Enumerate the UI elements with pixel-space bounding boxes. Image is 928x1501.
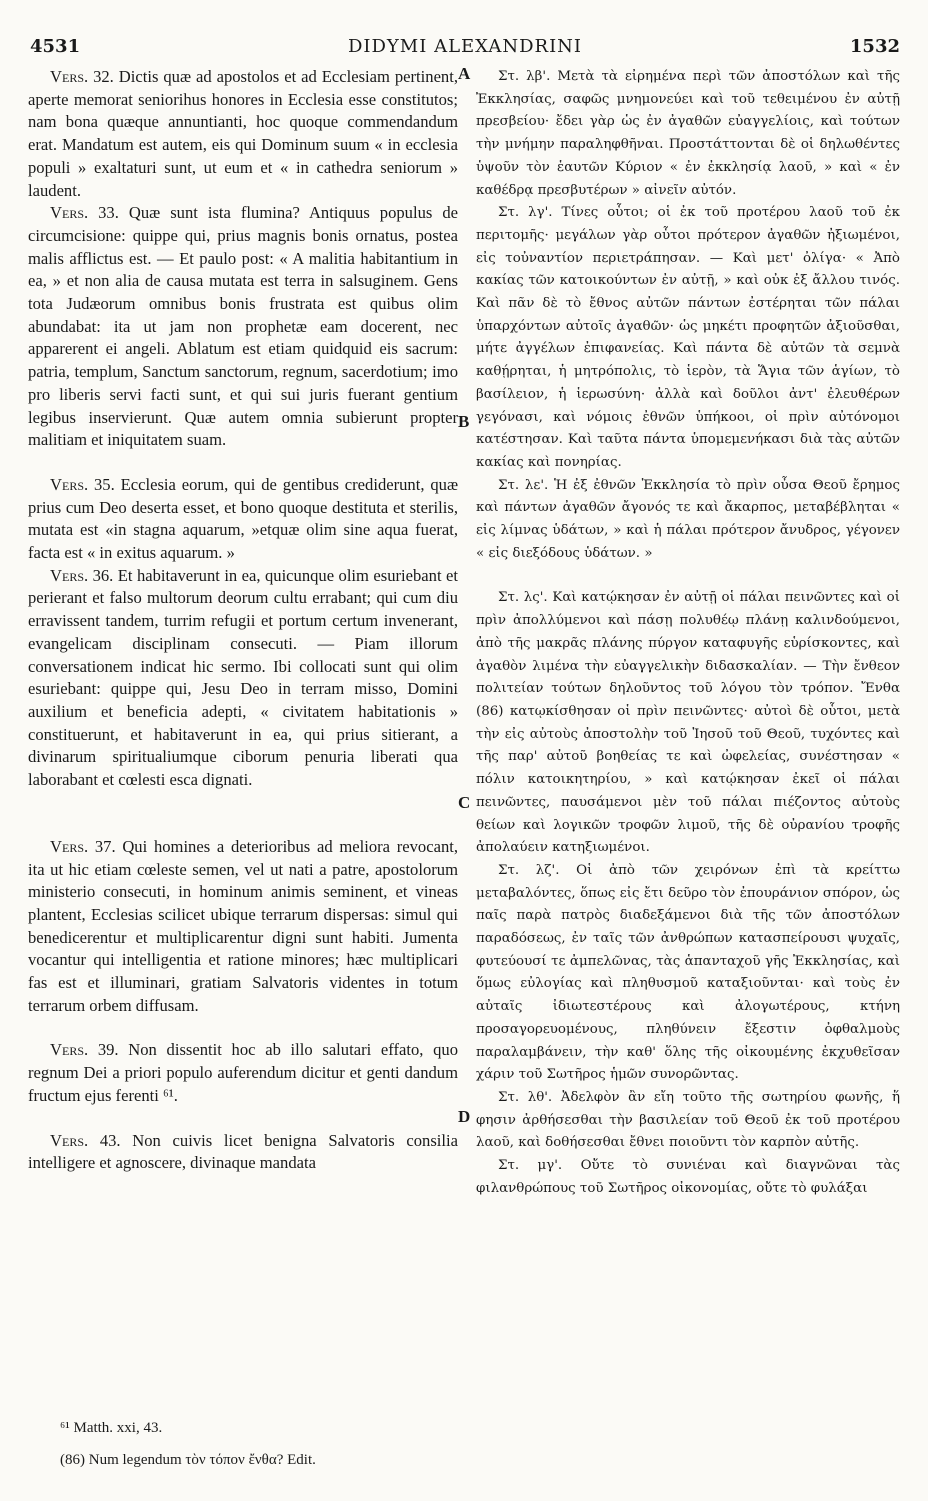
latin-paragraph-43: [28, 1130, 458, 1175]
margin-letter-b: B: [458, 412, 470, 431]
verse-label: Στ. λε'.: [498, 477, 549, 493]
spacer: [476, 565, 900, 587]
margin-letter-c: C: [458, 793, 471, 812]
latin-paragraph-39: [28, 1039, 458, 1107]
verse-text: Οὔτε τὸ συνιέναι καὶ διαγνῶναι τὰς φιλανθρώπους τοῦ Σωτῆρος οἰκονομίας, οὔτε τὸ φυλάξαι: [476, 1158, 900, 1196]
greek-column: [476, 66, 900, 1200]
latin-paragraph-35: [28, 474, 458, 565]
running-title: DIDYMI ALEXANDRINI: [347, 36, 583, 57]
verse-label: Στ. μγ'.: [498, 1158, 563, 1174]
page-number-left: 4531: [30, 36, 81, 57]
margin-letter-d: D: [458, 1107, 471, 1126]
verse-label: Στ. λγ'.: [498, 205, 553, 221]
verse-label: Vers. 33.: [50, 203, 119, 223]
greek-paragraph-39: [476, 1087, 900, 1155]
verse-text: Qui homines a deterioribus ad meliora revocant, ita ut hic etiam cœleste semen, vel ut nati a patre, apostolorum ministerio consecuti, in hominum animis seminent, et vineas plantent, Ecclesias scilicet ubique terrarum dispersas: simul qui benedicerentur et multiplicarentur digni sunt habiti. Jumenta vocantur qui intelligentia et ratione minores; hæc multiplicari fas est et illuminari, gratiam Salvatoris videntes in totum terrarum orbem diffusam.: [28, 836, 458, 1015]
verse-label: Vers. 43.: [50, 1130, 121, 1150]
greek-paragraph-33: [476, 202, 900, 474]
verse-label: Vers. 39.: [50, 1040, 119, 1060]
verse-text: Οἱ ἀπὸ τῶν χειρόνων ἐπὶ τὰ κρείττω μεταβαλόντες, ὅπως εἰς ἔτι δεῦρο τὸν ἐπουράνιον σπόρον, ὡς παῖς παρὰ πατρὸς διαδεξάμενοι διὰ τῆς τῶν ἀποστόλων παραδόσεως, ἐν ταῖς τῶν ἀνθρώπων κατασπείρουσι ψυχαῖς, φυτεύουσί τε ἀμπελῶνας, τὰς ἁπανταχοῦ γῆς Ἐκκλησίας, καὶ ὅμως εὐλογίας καὶ πληθυσμοῦ καταξιοῦνται· καὶ τοὺς ἐν αὐταῖς ἰδιωτεστέρους καὶ ἀλογωτέρους, κτήνη προσαγορευομένους, πληθύνειν ἔξεστιν ὀφθαλμοὺς παραλαμβάνειν, τὴν καθ' ὅλης τῆς οἰκουμένης ἐκχυθεῖσαν χάριν τοῦ Σωτῆρος ἡμῶν συνορῶντας.: [476, 862, 900, 1083]
footnote-86: (86) Num legendum τὸν τόπον ἔνθα? Edit.: [60, 1452, 316, 1468]
latin-paragraph-37: [28, 836, 458, 1018]
verse-text: Non cuivis licet benigna Salvatoris consilia intelligere et agnoscere, divinaque mandata: [28, 1130, 459, 1173]
verse-text: Ecclesia eorum, qui de gentibus crediderunt, quæ prius cum Deo deserta esset, et bono quoque destituta et sterilis, mutata est «in stagna aquarum, »etquæ olim sine aqua fuerat, facta est « in exitus aquarum. »: [28, 474, 459, 563]
margin-letter-a: A: [458, 64, 471, 83]
verse-text: Et habitaverunt in ea, quicunque olim esuriebant et perierant et falso multorum deorum cultu errabant; qui cum diu erravissent tandem, turrim refugii et portum certum invenerant, evangelicam disciplinam consecuti. — Piam illorum conversationem indicat hic sermo. Ibi collocati sunt qui olim esuriebant: quippe qui, Jesu Deo in terram misso, Domini auxilium et beneficia adepti, « civitatem habitationis » constituerunt, et habitaverunt in ea, qui prius sitierant, a divinarum spiritualiumque ciborum penuria liberati qua laborabant et cœlesti esca dignati.: [28, 565, 458, 790]
latin-paragraph-32: [28, 66, 458, 202]
page-header: [30, 36, 900, 60]
greek-paragraph-36: [476, 587, 900, 859]
verse-text: Dictis quæ ad apostolos et ad Ecclesiam pertinent, aperte memorat seniorihus honores in Ecclesia esse constitutos; nam bona quæque annuntianti, hoc quoque commendandum erat. Mandatum est autem, eis qui Dominum suum « in ecclesia populi » exaltaturi sunt, ut eum et « in cathedra seniorum » laudent.: [28, 67, 458, 200]
footnote-61: ⁶¹ Matth. xxi, 43.: [60, 1420, 163, 1436]
verse-label: Στ. λβ'.: [498, 69, 551, 84]
verse-label: Στ. λζ'.: [498, 862, 560, 878]
verse-label: Vers. 35.: [50, 474, 115, 494]
spacer: [28, 452, 458, 474]
verse-text: Quæ sunt ista flumina? Antiquus populus de circumcisione: quippe qui, prius magnis bonis ornatus, postea malis afflictus est. — Et paulo post: « A malitia habitantium in ea, » et non alia de causa mutata est terra in salsuginem. Gens tota Judæorum omnibus bonis frustrata est quibus olim abundabat: ita ut jam non prophetæ eam docerent, nec apparerent ei angeli. Ablatum est etiam quidquid eis sacrum: patria, templum, Sanctum sanctorum, regnum, sacerdotium; imo pro liberis servi facti sunt, et qui sui juris fuerant gentium legibus inservierunt. Quæ autem omnia subierunt propter malitiam et iniquitatem suam.: [28, 203, 458, 450]
greek-paragraph-37: [476, 860, 900, 1087]
latin-paragraph-33: [28, 202, 458, 452]
spacer: [28, 792, 458, 836]
greek-paragraph-35: [476, 475, 900, 566]
latin-column: [28, 66, 458, 1175]
greek-paragraph-43: [476, 1155, 900, 1200]
verse-label: Vers. 32.: [50, 67, 114, 86]
verse-label: Στ. λθ'.: [498, 1089, 553, 1105]
verse-label: Vers. 37.: [50, 836, 116, 856]
spacer: [28, 1108, 458, 1130]
page-number-right: 1532: [849, 36, 900, 57]
spacer: [28, 1017, 458, 1039]
latin-paragraph-36: [28, 565, 458, 792]
verse-text: Ἀδελφὸν ἂν εἴη τοῦτο τῆς σωτηρίου φωνῆς, ἥ φησιν ἀρθήσεσθαι τὴν βασιλείαν τοῦ Θεοῦ ἐκ τοῦ προτέρου λαοῦ, καὶ δοθήσεσθαι ἔθνει ποιοῦντι τὸν καρπὸν αὐτῆς.: [476, 1089, 900, 1151]
verse-text: Ἡ ἐξ ἐθνῶν Ἐκκλησία τὸ πρὶν οὖσα Θεοῦ ἔρημος καὶ πάντων ἀγαθῶν ἄγονός τε καὶ ἄκαρπος, μεταβέβληται « εἰς λίμνας ὑδάτων, » καὶ ἡ πάλαι πρότερον ἄνυδρος, γέγονεν « εἰς διεξόδους ὑδάτων. »: [476, 477, 900, 561]
verse-label: Vers. 36.: [50, 565, 114, 585]
verse-text: Τίνες οὗτοι; οἱ ἐκ τοῦ προτέρου λαοῦ τοῦ ἐκ περιτομῆς· μεγάλων γὰρ οὗτοι πρότερον ἀγαθῶν ἠξιωμένοι, εἰς τοὐναντίον περιετράπησαν. — Καὶ μετ' ὀλίγα· « Ἀπὸ κακίας τῶν κατοικούντων ἐν αὐτῇ, » καὶ οὐκ ἐξ ἄλλου τινός. Καὶ πᾶν δὲ τὸ ἔθνος αὐτῶν πάντων ἐστέρηται τῶν πάλαι ὑπαρχόντων αὐτοῖς ἀγαθῶν· ὡς μηκέτι προφητῶν ἀξιοῦσθαι, μήτε ἀγγέλων ἐπιφανείας. Καὶ πάντα δὲ αὐτῶν τὰ σεμνὰ καθῄρηται, ἡ μητρόπολις, τὸ ἱερὸν, τὰ Ἅγια τῶν ἁγίων, τὸ βασίλειον, ἡ ἱερωσύνη· ἀλλὰ καὶ δοῦλοι ἀντ' ἐλευθέρων γεγόνασι, καὶ νόμοις ἐθνῶν ὑπήκοοι, οἱ πρὶν αὐτόνομοι κατέστησαν. Καὶ ταῦτα πάντα ὑπομεμενήκασι διὰ τὰς αὐτῶν κακίας καὶ πονηρίας.: [476, 205, 900, 470]
verse-text: Καὶ κατῴκησαν ἐν αὐτῇ οἱ πάλαι πεινῶντες καὶ οἱ πρὶν ἀπολλύμενοι καὶ πάσῃ πολυθέῳ πλάνῃ καλινδούμενοι, ἀπὸ τῆς μακρᾶς πλάνης πύργον καταφυγῆς εὑρίσκοντες, καὶ ἀγαθὸν λιμένα τὴν εὐαγγελικὴν διδασκαλίαν. — Τὴν ἔνθεον πολιτείαν τούτων δηλοῦντος τοῦ λόγου τὸν τρόπον. Ἔνθα (86) κατῳκίσθησαν οἱ πρὶν πεινῶντες· αὐτοὶ δὲ οὗτοι, μετὰ τὴν εἰς αὐτοὺς ἀποστολὴν τοῦ Ἰησοῦ τοῦ Θεοῦ, τυχόντες καὶ τῆς παρ' αὐτοῦ βοηθείας τε καὶ ὠφελείας, συνέστησαν « πόλιν κατοικητηρίου, » καὶ κατῴκησαν ἐκεῖ οἱ πάλαι πεινῶντες, παυσάμενοι μὲν τοῦ πάλαι πιέζοντος αὐτοὺς θείων καὶ λογικῶν τροφῶν λιμοῦ, τῆς δὲ οὐρανίου τροφῆς ἀπολαύειν κατηξιωμένοι.: [476, 590, 900, 856]
verse-label: Στ. λς'.: [498, 590, 548, 606]
greek-paragraph-32: [476, 66, 900, 202]
verse-text: Non dissentit hoc ab illo salutari effato, quo regnum Dei a priori populo auferendum dicitur et genti dandum fructum ejus ferenti ⁶¹.: [28, 1040, 459, 1105]
verse-text: Μετὰ τὰ εἰρημένα περὶ τῶν ἀποστόλων καὶ τῆς Ἐκκλησίας, σαφῶς μνημονεύει καὶ τοῦ τεθειμένου ἐν αὐτῇ πρεσβείου· ἔδει γὰρ ὡς ἐν ἀγαθῶν εὐαγγελίοις, καὶ τούτων τὴν μνήμην παραληφθῆναι. Προστάττονται δὲ οἱ δηλωθέντες ὑψοῦν τὸν ἑαυτῶν Κύριον « ἐν ἐκκλησίᾳ λαοῦ, » καὶ « ἐν καθέδρᾳ πρεσβυτέρων » αἰνεῖν αὐτόν.: [476, 69, 900, 198]
